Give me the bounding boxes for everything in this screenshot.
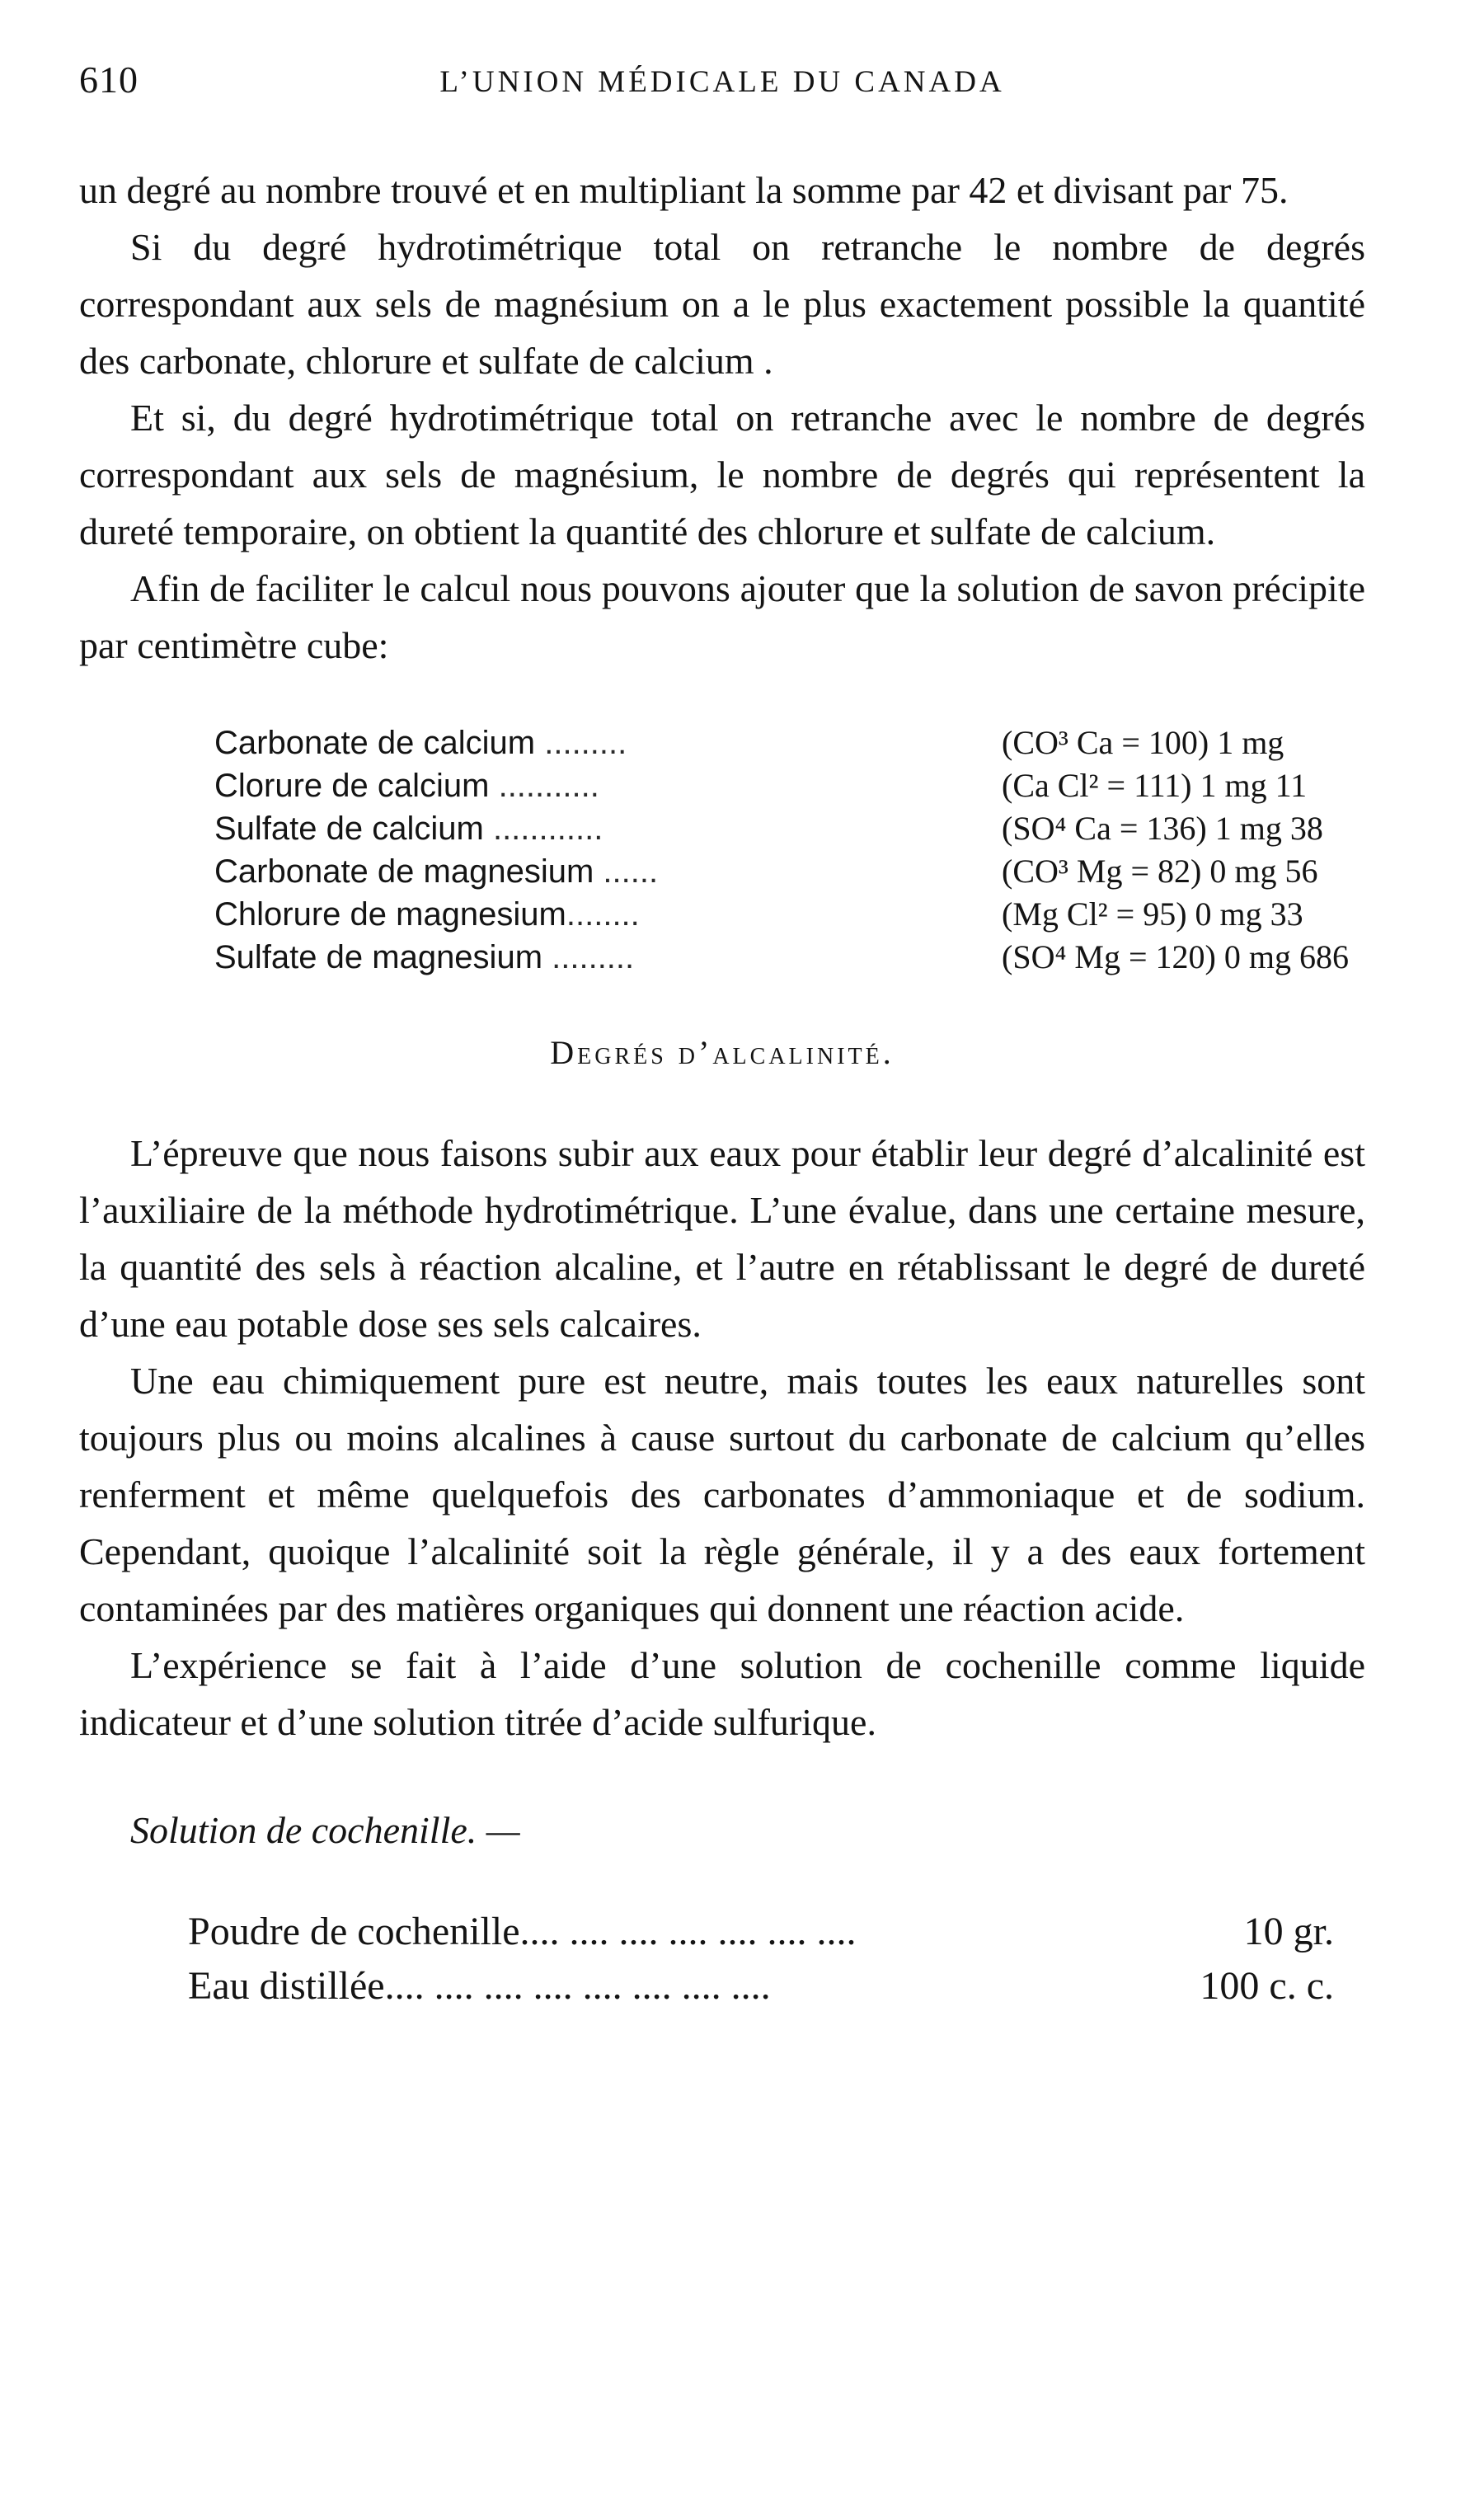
salt-value: (SO⁴ Ca = 136) 1 mg 38	[1002, 810, 1323, 847]
table-row	[214, 807, 1352, 850]
paragraph: Afin de faciliter le calcul nous pouvons ajouter que la solution de savon précipite par centimètre cube:	[79, 567, 1365, 666]
leader-dots: .........	[542, 939, 635, 975]
journal-title: L’UNION MÉDICALE DU CANADA	[439, 65, 1005, 99]
document-page	[79, 58, 1365, 2014]
table-row	[214, 936, 1352, 979]
ingredient-name: Eau distillée	[188, 1964, 385, 2008]
salts-table	[214, 721, 1352, 979]
salt-name: Sulfate de calcium	[214, 811, 484, 847]
salt-value: (Mg Cl² = 95) 0 mg 33	[1002, 895, 1303, 933]
salt-value: (SO⁴ Mg = 120) 0 mg 686	[1002, 938, 1349, 975]
table-row	[214, 850, 1352, 893]
paragraph: un degré au nombre trouvé et en multipliant la somme par 42 et divisant par 75.	[79, 169, 1289, 211]
subheading: Solution de cochenille. —	[130, 1809, 520, 1851]
paragraph: Et si, du degré hydrotimétrique total on retranche avec le nombre de degrés correspondant aux sels de magnésium, le nombre de degrés qui représentent la dureté temporaire, on obtient la quantité des chlorure et sulfate de calcium.	[79, 397, 1365, 552]
salt-name: Carbonate de calcium	[214, 725, 536, 761]
leader-dots: .........	[535, 725, 627, 761]
salt-name: Carbonate de magnesium	[214, 853, 594, 890]
paragraph: L’épreuve que nous faisons subir aux eaux pour établir leur degré d’alcalinité est l’auxiliaire de la méthode hydrotimétrique. L’une évalue, dans une certaine mesure, la quantité des sels à réaction alcaline, et l’autre en rétablissant le degré de dureté d’une eau potable dose ses sels calcaires.	[79, 1132, 1365, 1345]
table-row	[214, 721, 1352, 764]
table-row	[214, 893, 1352, 936]
leader-dots: ............	[483, 811, 603, 847]
salt-value: (CO³ Ca = 100) 1 mg	[1002, 724, 1284, 761]
salt-value: (Ca Cl² = 111) 1 mg 11	[1002, 767, 1308, 804]
salt-value: (CO³ Mg = 82) 0 mg 56	[1002, 853, 1318, 890]
ingredient-amount: 100 c. c.	[1200, 1964, 1334, 2008]
section-heading: Degrés d’alcalinité.	[550, 1034, 895, 1071]
leader-dots: .... .... .... .... .... .... ....	[519, 1910, 857, 1953]
recipe-list	[188, 1905, 1334, 2014]
paragraph: Si du degré hydrotimétrique total on retranche le nombre de degrés correspondant aux sels de magnésium on a le plus exactement possible la quantité des carbonate, chlorure et sulfate de calcium .	[79, 226, 1365, 382]
running-head	[79, 58, 1365, 115]
leader-dots: .... .... .... .... .... .... .... ....	[384, 1964, 771, 2008]
salt-name: Clorure de calcium	[214, 768, 490, 804]
leader-dots: ...........	[489, 768, 599, 804]
table-row	[214, 764, 1352, 807]
list-item	[188, 1905, 1334, 1959]
paragraph: Une eau chimiquement pure est neutre, mais toutes les eaux naturelles sont toujours plus ou moins alcalines à cause surtout du carbonate de calcium qu’elles renferment et même quelquefois des carbonates d’ammoniaque et de sodium. Cependant, quoique l’alcalinité soit la règle générale, il y a des eaux fortement contaminées par des matières organiques qui donnent une réaction acide.	[79, 1360, 1365, 1629]
salt-name: Sulfate de magnesium	[214, 939, 543, 975]
list-item	[188, 1959, 1334, 2014]
salt-name: Chlorure de magnesium	[214, 896, 566, 933]
ingredient-name: Poudre de cochenille	[188, 1910, 520, 1953]
body-text-top	[79, 162, 1365, 674]
body-text-bottom	[79, 1125, 1365, 1750]
leader-dots: ........	[566, 896, 640, 933]
leader-dots: ......	[594, 853, 659, 890]
paragraph: L’expérience se fait à l’aide d’une solution de cochenille comme liquide indicateur et d’une solution titrée d’acide sulfurique.	[79, 1644, 1365, 1743]
page-number: 610	[79, 59, 139, 101]
ingredient-amount: 10 gr.	[1243, 1910, 1334, 1953]
